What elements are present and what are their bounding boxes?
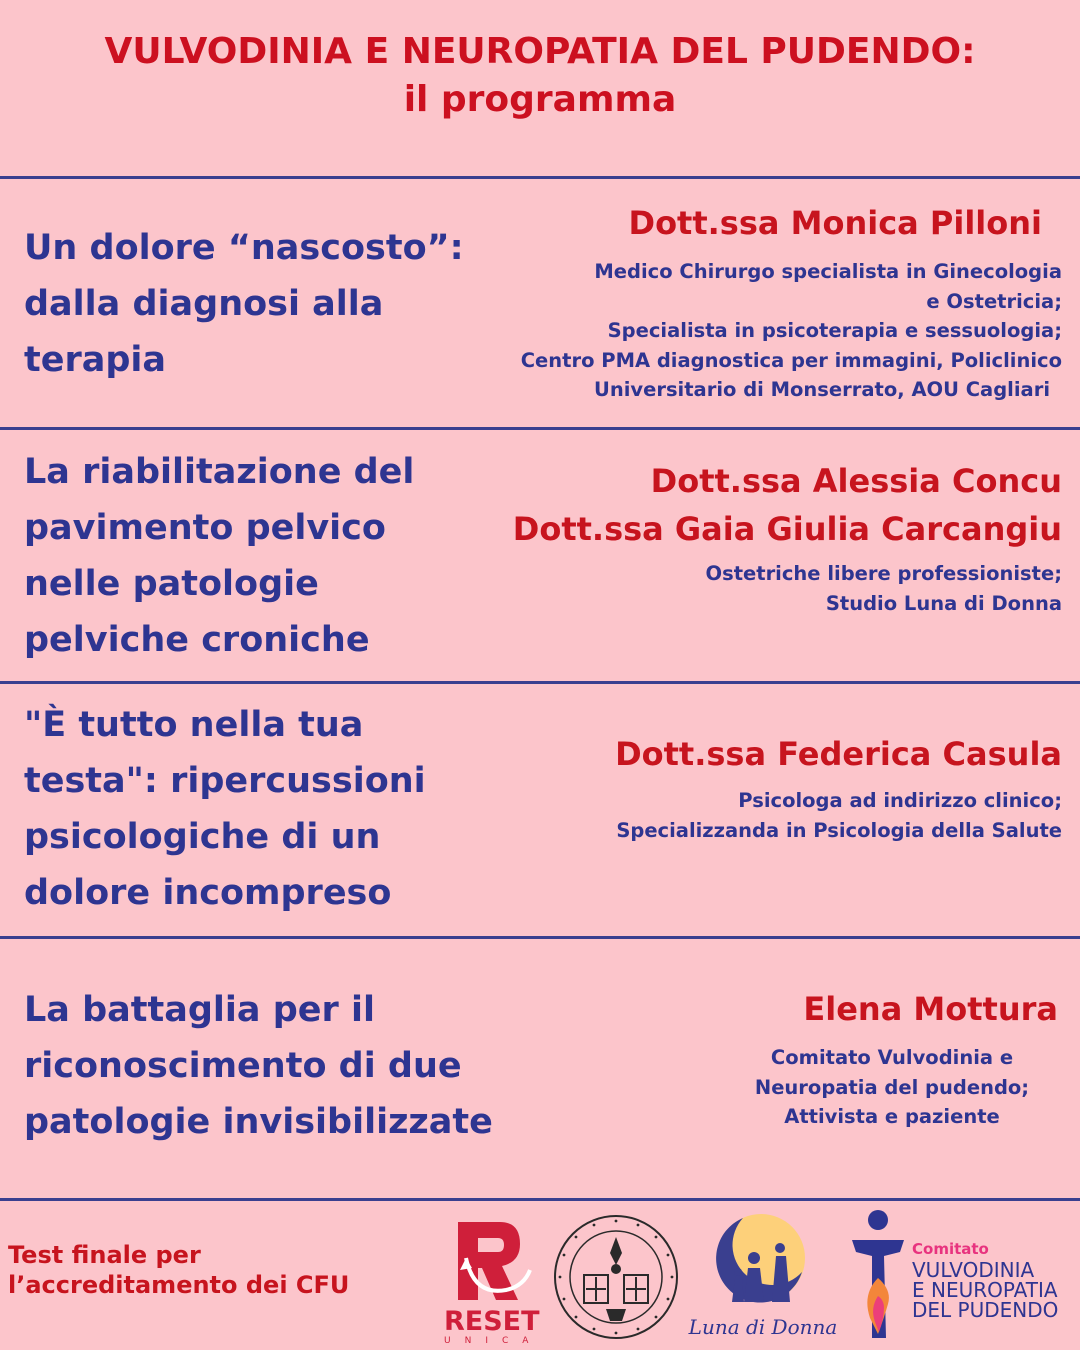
- topic-line: dalla diagnosi alla: [24, 284, 384, 324]
- luna-di-donna-wordmark: Luna di Donna: [688, 1315, 838, 1339]
- topic-line: psicologiche di un: [24, 817, 381, 857]
- topic-line: testa": ripercussioni: [24, 761, 426, 801]
- reset-r-icon: [444, 1218, 540, 1304]
- speaker-description-line: Studio Luna di Donna: [825, 591, 1062, 615]
- topic-line: La battaglia per il: [24, 990, 375, 1030]
- speaker-description-line: Comitato Vulvodinia e: [770, 1046, 1014, 1069]
- comitato-label: Comitato: [912, 1240, 989, 1258]
- comitato-line: E NEUROPATIA: [912, 1278, 1058, 1302]
- session-3-topic: [24, 697, 426, 921]
- topic-line: dolore incompreso: [24, 873, 392, 913]
- speaker-description-line: Psicologa ad indirizzo clinico;: [738, 789, 1062, 812]
- speaker-description-line: Centro PMA diagnostica per immagini, Policlinico: [520, 348, 1062, 372]
- session-2-topic: [24, 444, 414, 668]
- divider: [0, 681, 1080, 684]
- topic-line: patologie invisibilizzate: [24, 1102, 493, 1142]
- speaker-description-line: Neuropatia del pudendo;: [754, 1075, 1030, 1099]
- speaker-description-line: Medico Chirurgo specialista in Ginecologia: [594, 260, 1062, 283]
- speaker-description-line: e Ostetricia;: [926, 289, 1062, 313]
- comitato-logo: [848, 1208, 1078, 1344]
- speaker-name: Dott.ssa Federica Casula: [615, 735, 1062, 773]
- speaker-description-line: Universitario di Monserrato, AOU Cagliari: [593, 378, 1050, 401]
- title-line-2: il programma: [403, 79, 677, 120]
- divider: [0, 936, 1080, 939]
- speaker-description-line: Ostetriche libere professioniste;: [705, 562, 1062, 585]
- topic-line: "È tutto nella tua: [24, 705, 364, 745]
- note-line: Test finale per: [8, 1241, 201, 1269]
- comitato-figure-icon: [848, 1208, 908, 1340]
- divider: [0, 427, 1080, 430]
- luna-di-donna-icon: [680, 1212, 846, 1310]
- university-seal-logo: [552, 1213, 680, 1341]
- accreditation-note: [8, 1240, 349, 1300]
- topic-line: terapia: [24, 340, 167, 380]
- speaker-description-line: Specializzanda in Psicologia della Salute: [616, 818, 1062, 842]
- luna-di-donna-logo: [680, 1212, 846, 1342]
- session-2-speaker: [513, 459, 1062, 618]
- speaker-name: Elena Mottura: [803, 990, 1058, 1028]
- topic-line: riconoscimento di due: [24, 1046, 462, 1086]
- comitato-line: DEL PUDENDO: [912, 1298, 1059, 1322]
- session-3-speaker: [615, 732, 1062, 845]
- divider: [0, 1198, 1080, 1201]
- comitato-line: VULVODINIA: [912, 1258, 1035, 1282]
- page-title: [0, 30, 1080, 126]
- reset-unica-logo: [444, 1218, 543, 1346]
- session-4-speaker: [722, 987, 1062, 1132]
- unica-wordmark: UNICA: [444, 1336, 543, 1346]
- speaker-name: Dott.ssa Gaia Giulia Carcangiu: [512, 510, 1062, 548]
- divider: [0, 176, 1080, 179]
- speaker-name: Dott.ssa Alessia Concu: [650, 462, 1062, 500]
- note-line: l’accreditamento dei CFU: [8, 1271, 350, 1299]
- session-1-topic: [24, 220, 464, 388]
- topic-line: Un dolore “nascosto”:: [24, 228, 464, 268]
- session-1-speaker: [521, 201, 1062, 405]
- reset-wordmark: RESET: [444, 1306, 540, 1337]
- topic-line: pavimento pelvico: [24, 508, 386, 548]
- speaker-name: Dott.ssa Monica Pilloni: [628, 204, 1042, 242]
- session-4-topic: [24, 982, 493, 1150]
- speaker-description-line: Specialista in psicoterapia e sessuologia;: [607, 319, 1062, 342]
- topic-line: pelviche croniche: [24, 620, 370, 660]
- university-seal-icon: [552, 1213, 680, 1341]
- speaker-description-line: Attivista e paziente: [784, 1105, 1000, 1128]
- title-line-1: VULVODINIA E NEUROPATIA DEL PUDENDO:: [104, 31, 976, 72]
- topic-line: nelle patologie: [24, 564, 319, 604]
- topic-line: La riabilitazione del: [24, 452, 415, 492]
